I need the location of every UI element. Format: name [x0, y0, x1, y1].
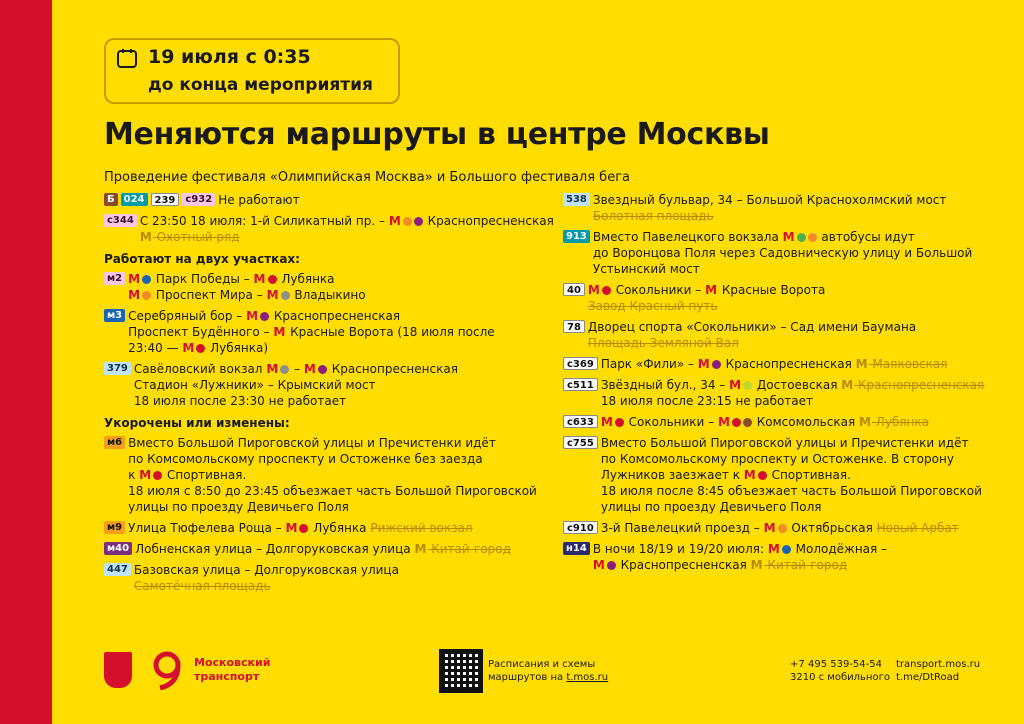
route-text: Владыкино	[294, 288, 366, 302]
route-badge: м40	[104, 542, 132, 555]
route-badge: 447	[104, 563, 131, 576]
route-badge: с344	[104, 214, 137, 227]
route-text: Вместо Большой Пироговской улицы и Пречистенки идёт	[600, 436, 969, 450]
route-text: Вместо Большой Пироговской улицы и Пречистенки идёт	[128, 436, 496, 450]
site-link-transport[interactable]: transport.mos.ru	[896, 659, 981, 670]
metro-icon: М	[303, 362, 316, 376]
route-text: 18 июля с 8:50 до 23:45 объезжает часть Большой Пироговской	[128, 484, 537, 498]
date-line-1: 19 июля с 0:35	[148, 46, 311, 68]
phone-info	[790, 658, 890, 684]
route-text: Проспект Мира –	[155, 288, 263, 302]
route-text: Краснопресненская	[331, 362, 458, 376]
metro-icon: М	[266, 362, 279, 376]
metro-icon: М	[128, 288, 141, 302]
route-text: Лубянка)	[210, 341, 269, 355]
route-text: Устьинский мост	[592, 262, 700, 276]
route-badge: м9	[104, 521, 125, 534]
metro-icon: М	[246, 309, 259, 323]
schedule-line-1: Расписания и схемы	[488, 659, 596, 670]
schedule-line-2: маршрутов на	[488, 672, 564, 683]
cancelled-stop: Лубянка	[875, 415, 929, 429]
line-icon	[732, 418, 741, 427]
route-badge: м3	[104, 309, 125, 322]
cancelled-stop: Рижский вокзал	[370, 521, 473, 535]
route-badge: с633	[563, 415, 598, 428]
route-text: Парк Победы –	[155, 272, 250, 286]
line-icon	[280, 365, 289, 374]
route-text: к	[128, 468, 136, 482]
metro-icon: М	[859, 415, 871, 429]
route-badge: 913	[563, 230, 590, 243]
metro-icon: М	[767, 542, 780, 556]
route-text: Сокольники –	[615, 283, 702, 297]
metro-icon: М	[266, 288, 279, 302]
schedule-info	[488, 658, 608, 684]
route-badge: 78	[563, 320, 585, 333]
metro-icon: М	[705, 283, 718, 297]
cancelled-stop: Китай-город	[431, 542, 511, 556]
calendar-icon	[116, 47, 138, 69]
cancelled-stop: Завод Красный путь	[587, 299, 718, 313]
cancelled-stop: Площадь Земляной Вал	[587, 336, 739, 350]
line-icon	[414, 217, 423, 226]
line-icon	[196, 344, 205, 353]
metro-icon: М	[750, 558, 763, 572]
metro-icon: М	[763, 521, 776, 535]
line-icon	[142, 291, 151, 300]
line-icon	[758, 471, 767, 480]
red-side-stripe	[0, 0, 52, 724]
route-badge: Б	[104, 193, 118, 206]
line-icon	[260, 312, 269, 321]
route-text: Красные Ворота (18 июля после	[290, 325, 495, 339]
route-text: Сокольники –	[628, 415, 715, 429]
line-icon	[615, 418, 624, 427]
cancelled-stop: Краснопресненская	[858, 378, 985, 392]
metro-icon: М	[253, 272, 266, 286]
route-text: –	[294, 362, 301, 376]
route-row-n14	[563, 541, 1008, 573]
moscow-coat-of-arms-icon	[104, 652, 132, 688]
moscow-transport-logo-icon	[148, 650, 186, 690]
line-icon	[403, 217, 412, 226]
metro-icon: М	[273, 325, 286, 339]
metro-icon: М	[414, 542, 427, 556]
qr-code-icon[interactable]	[442, 652, 480, 690]
route-row-c755	[563, 435, 1008, 515]
schedule-link[interactable]: t.mos.ru	[566, 672, 609, 683]
route-row-m40	[104, 541, 534, 557]
route-badge: 379	[104, 362, 131, 375]
route-row-40	[563, 282, 1008, 314]
metro-icon: М	[717, 415, 730, 429]
route-badge: 40	[563, 283, 585, 296]
cancelled-stop: Болотная площадь	[592, 209, 714, 223]
left-column	[104, 192, 554, 599]
route-text: В ночи 18/19 и 19/20 июля:	[592, 542, 765, 556]
route-badge: м2	[104, 272, 125, 285]
route-badge: с932	[182, 193, 215, 206]
metro-icon: М	[743, 468, 756, 482]
line-icon	[602, 286, 611, 295]
route-text: автобусы идут	[821, 230, 915, 244]
line-icon	[299, 524, 308, 533]
footer	[104, 650, 984, 700]
logo-line-1: Московский	[194, 656, 271, 669]
line-icon	[743, 418, 752, 427]
section-heading: Укорочены или изменены:	[104, 416, 290, 430]
route-row-m6	[104, 435, 537, 515]
route-text: 23:40 —	[128, 341, 179, 355]
route-badge: с511	[563, 378, 598, 391]
route-badge: 538	[563, 193, 590, 206]
route-text: 18 июля после 23:30 не работает	[133, 394, 347, 408]
site-links	[896, 658, 980, 684]
page-subtitle: Проведение фестиваля «Олимпийская Москва» и Большого фестиваля бега	[104, 170, 630, 185]
right-column	[563, 192, 1008, 578]
logo-line-2: транспорт	[194, 670, 260, 683]
cancelled-stop: Самотёчная площадь	[133, 579, 271, 593]
route-badge: 024	[121, 193, 148, 206]
cancelled-stop: Охотный ряд	[156, 230, 240, 244]
route-text: Лобненская улица – Долгоруковская улица	[135, 542, 411, 556]
route-dest: Краснопресненская	[427, 214, 554, 228]
route-text: Молодёжная –	[795, 542, 888, 556]
route-badge: 239	[151, 193, 180, 206]
route-text: Краснопресненская	[273, 309, 401, 323]
line-icon	[778, 524, 787, 533]
metro-icon: М	[600, 415, 613, 429]
metro-icon: М	[285, 521, 298, 535]
route-row-c511	[563, 377, 1008, 409]
route-text: Лубянка	[281, 272, 335, 286]
route-text: улицы по проезду Девичьего Поля	[600, 500, 822, 514]
route-text: Достоевская	[756, 378, 838, 392]
route-badge: н14	[563, 542, 590, 555]
route-text: по Комсомольскому проспекту и Остоженке. В сторону	[600, 452, 954, 466]
line-icon	[153, 471, 162, 480]
line-icon	[281, 291, 290, 300]
line-icon	[782, 545, 791, 554]
route-text: Базовская улица – Долгоруковская улица	[133, 563, 399, 577]
site-link-telegram[interactable]: t.me/DtRoad	[896, 672, 960, 683]
route-text: 18 июля после 8:45 объезжает часть Большой Пироговской	[600, 484, 982, 498]
route-text: Краснопресненская	[620, 558, 747, 572]
route-row-m3	[104, 308, 534, 356]
line-icon	[318, 365, 327, 374]
route-text: Улица Тюфелева Роща –	[128, 521, 282, 535]
line-icon	[607, 561, 616, 570]
route-text: Звёздный бул., 34 –	[600, 378, 726, 392]
route-row-c369	[563, 356, 1008, 372]
metro-icon: М	[587, 283, 600, 297]
route-row-c633	[563, 414, 1008, 430]
route-row-78	[563, 319, 1008, 351]
cancelled-stop: Новый Арбат	[876, 521, 959, 535]
cancelled-stop: Маяковская	[872, 357, 948, 371]
route-text: по Комсомольскому проспекту и Остоженке без заезда	[128, 452, 483, 466]
cancelled-stop: Китай-город	[767, 558, 848, 572]
route-text: 3-й Павелецкий проезд –	[600, 521, 760, 535]
route-badge: м6	[104, 436, 125, 449]
section-heading: Работают на двух участках:	[104, 252, 300, 266]
route-row-not-working	[104, 192, 534, 208]
metro-icon: М	[592, 558, 605, 572]
route-row-913	[563, 229, 1008, 277]
route-text: Дворец спорта «Сокольники» – Сад имени Баумана	[587, 320, 917, 334]
route-text: Савёловский вокзал	[133, 362, 263, 376]
line-icon	[142, 275, 151, 284]
route-text: Лужников заезжает к	[600, 468, 740, 482]
page-title: Меняются маршруты в центре Москвы	[104, 117, 770, 152]
route-text: Комсомольская	[756, 415, 856, 429]
route-badge: с755	[563, 436, 598, 449]
route-text: Октябрьская	[791, 521, 873, 535]
phone-mobile: 3210 с мобильного	[790, 672, 890, 683]
route-text: Спортивная.	[771, 468, 851, 482]
line-icon	[797, 233, 806, 242]
route-row-m2	[104, 271, 534, 303]
metro-icon: М	[855, 357, 868, 371]
date-line-2: до конца мероприятия	[148, 75, 373, 95]
route-text: до Воронцова Поля через Садовническую улицу и Большой	[592, 246, 973, 260]
line-icon	[743, 381, 752, 390]
route-text: Красные Ворота	[721, 283, 826, 297]
line-icon	[808, 233, 817, 242]
route-text: Проспект Будённого –	[128, 325, 270, 339]
route-row-m9	[104, 520, 534, 536]
route-text: Парк «Фили» –	[600, 357, 694, 371]
route-text: Краснопресненская	[725, 357, 852, 371]
route-text: Лубянка	[313, 521, 367, 535]
line-icon	[268, 275, 277, 284]
metro-icon: М	[139, 230, 152, 244]
metro-icon: М	[128, 272, 141, 286]
metro-icon: М	[841, 378, 854, 392]
route-row-447	[104, 562, 534, 594]
route-text: Вместо Павелецкого вокзала	[592, 230, 779, 244]
phone-number[interactable]: +7 495 539-54-54	[790, 659, 882, 670]
line-icon	[712, 360, 721, 369]
route-text: улицы по проезду Девичьего Поля	[128, 500, 349, 514]
metro-icon: М	[782, 230, 795, 244]
route-row-379	[104, 361, 534, 409]
route-text: С 23:50 18 июля: 1-й Силикатный пр. –	[139, 214, 385, 228]
metro-icon: М	[729, 378, 742, 392]
route-badge: с910	[563, 521, 598, 534]
metro-icon: М	[388, 214, 401, 228]
transport-logo-text	[194, 656, 270, 684]
route-row-c910	[563, 520, 1008, 536]
route-text: 18 июля после 23:15 не работает	[600, 394, 814, 408]
metro-icon: М	[697, 357, 710, 371]
route-text: Спортивная.	[167, 468, 247, 482]
route-row-538	[563, 192, 1008, 224]
route-row-c344	[104, 213, 554, 245]
route-text: Серебряный бор –	[128, 309, 243, 323]
route-text: Звездный бульвар, 34 – Большой Краснохолмский мост	[592, 193, 947, 207]
route-text: Не работают	[218, 193, 300, 207]
date-box	[104, 38, 400, 104]
route-badge: с369	[563, 357, 598, 370]
metro-icon: М	[139, 468, 152, 482]
route-text: Стадион «Лужники» – Крымский мост	[133, 378, 376, 392]
metro-icon: М	[182, 341, 195, 355]
